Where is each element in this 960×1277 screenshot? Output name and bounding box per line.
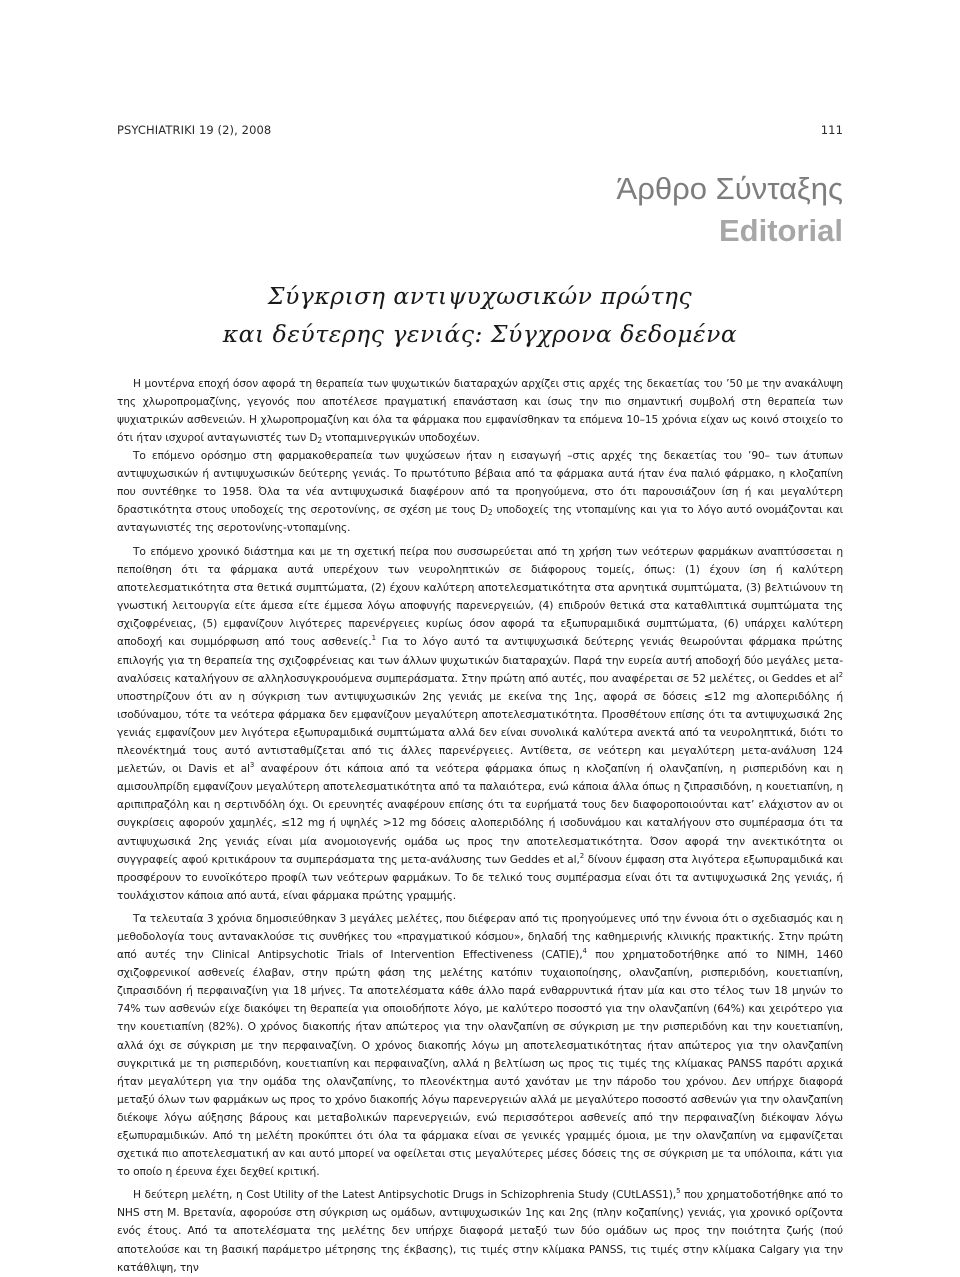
section-label (617, 168, 843, 252)
section-label-greek: Άρθρο Σύνταξης (616, 171, 843, 206)
reference-marker: 2 (838, 670, 843, 679)
body-paragraph-3 (117, 1186, 843, 1276)
article-title-line-1: Σύγκριση αντιψυχωσικών πρώτης (267, 282, 693, 310)
intro-p2-text: Το επόμενο ορόσημο στη φαρμακοθεραπεία των ψυχώσεων ήταν η εισαγωγή –στις αρχές της δεκαετίας του ’90– των άτυπων αντιψυχωσικών ή αντιψυχωσικών δεύτερης γενιάς. Το πρωτότυπο βέβαια από τα φάρμακα αυτά ήταν ένα παλιό φάρμακο, η κλοζαπίνη που συντέθηκε το 1958. Όλα τα νέα αντιψυχωσικά διαφέρουν από τα προηγούμενα, στο ότι παρουσιάζουν ίση ή και μεγαλύτερη δραστικότητα στους υποδοχείς της σεροτονίνης, σε σχέση με τους D (117, 450, 843, 516)
p1-text-b: Για το λόγο αυτό τα αντιψυχωσικά δεύτερης γενιάς θεωρούνται φάρμακα πρώτης επιλογής για τη θεραπεία της σχιζοφρένειας και των άλλων ψυχωτικών διαταραχών. Παρά την ευρεία αυτή αποδοχή δύο μεγάλες μετα-αναλύσεις καταλήγουν σε αλληλοσυγκρουόμενα συμπεράσματα. Στην πρώτη από αυτές, που αναφέρεται σε 52 μελέτες, οι Geddes et al (117, 635, 843, 685)
intro-p1-end: ντοπαμινεργικών υποδοχέων. (322, 432, 480, 444)
body-paragraph-2 (117, 910, 843, 1181)
reference-marker: 1 (371, 634, 376, 643)
main-text (117, 543, 843, 1277)
intro-p2-end: υποδοχείς της ντοπαμίνης και για το λόγο αυτό ονομάζονται και ανταγωνιστές της σεροτονίνης-ντοπαμίνης. (117, 504, 843, 534)
d2-subscript: 2 (487, 508, 493, 517)
p1-text-a: Το επόμενο χρονικό διάστημα και με τη σχετική πείρα που συσσωρεύεται από τη χρήση των νεότερων φαρμάκων αναπτύσσεται η πεποίθηση ότι τα φάρμακα αυτά υπερέχουν των νευροληπτικών σε διάφορους τομείς, όπως: (1) έχουν ίση ή καλύτερη αποτελεσματικότητα στα θετικά συμπτώματα, (2) έχουν καλύτερη αποτελεσματικότητα στα αρνητικά συμπτώματα, (3) βελτιώνουν τη γνωστική λειτουργία είτε άμεσα είτε έμμεσα λόγω αποφυγής παρενεργειών, (4) επιδρούν θετικά στα καταθλιπτικά συμπτώματα της σχιζοφρένειας, (5) εμφανίζουν λιγότερες παρενέργειες κυρίως όσον αφορά τα εξωπυραμιδικά συμπτώματα, (6) υπάρχει καλύτερη αποδοχή και συμμόρφωση από τους ασθενείς. (117, 545, 843, 649)
section-label-english: Editorial (718, 213, 843, 248)
journal-citation: PSYCHIATRIKI 19 (2), 2008 (117, 123, 272, 137)
p1-text-e: δίνουν έμφαση στα λιγότερα εξωπυραμιδικά και προσφέρουν το ευνοϊκότερο προφίλ των νεότερων φαρμάκων. Το δε τελικό τους συμπέρασμα είναι ότι τα αντιψυχωσικά 2ης γενιάς, ή τουλάχιστον κάποια από αυτά, είναι φάρμακα πρώτης γραμμής. (117, 852, 844, 902)
p1-text-d: αναφέρουν ότι κάποια από τα νεότερα φάρμακα όπως η κλοζαπίνη ή ολανζαπίνη, η ρισπεριδόνη και η αμισουλπρίδη εμφανίζουν μεγαλύτερη αποτελεσματικότητα από τα παλαιότερα, ενώ κάποια άλλα όπως η ζιπρασιδόνη, η κουετιαπίνη, η αριπιπραζόλη και η σερτινδόλη όχι. Οι ερευνητές αναφέρουν επίσης ότι τα ευρήματά τους δεν διαφοροποιούνται κατ’ ελάχιστον αν οι συγκρίσεις αφορούν χαμηλές, ≤12 mg ή υψηλές >12 mg δόσεις αλοπεριδόλης ή ισοδυνάμου και καταλήγουν στο συμπέρασμα ότι τα αντιψυχωσικά 2ης γενιάς είναι μία ανομοιογενής ομάδα ως προς την αποτελεσματικότητα. Όσον αφορά την ανεκτικότητα οι συγγραφείς αφού κριτικάρουν τα συμπεράσματα της μετα-ανάλυσης των Geddes et al, (117, 762, 843, 866)
p1-text-c: υποστηρίζουν ότι αν η σύγκριση των αντιψυχωσικών 2ης γενιάς με εκείνα της 1ης, αφορά σε δόσεις ≤12 mg αλοπεριδόλης ή ισοδύναμου, τότε τα νεότερα φάρμακα δεν εμφανίζουν μεγαλύτερη αποτελεσματικότητα. Προσθέτουν επίσης ότι τα αντιψυχωσικά 2ης γενιάς εμφανίζουν μεν λιγότερα εξωπυραμιδικά συμπτώματα αλλά δεν είναι συνολικά καλύτερα ανεκτά από τα νευροληπτικά, διότι το πλεονέκτημά τους αυτό αντισταθμίζεται από τις άλλες παρενέργειες. Αντίθετα, σε νεότερη και μεγαλύτερη μετα-ανάλυση 124 μελετών, οι Davis et al (117, 689, 843, 776)
running-header (117, 123, 843, 139)
article-title (117, 277, 843, 353)
d2-subscript: 2 (317, 436, 323, 445)
intro-paragraph-1 (117, 375, 843, 447)
intro-p1-text: Η μοντέρνα εποχή όσον αφορά τη θεραπεία των ψυχωτικών διαταραχών αρχίζει στις αρχές της δεκαετίας του ’50 με την ανακάλυψη της χλωροπρομαζίνης, γεγονός που αποτέλεσε πραγματική επανάσταση και ίσως την πιο σημαντική συμβολή στη θεραπεία των ψυχιατρικών ασθενειών. Η χλωροπρομαζίνη και όλα τα φάρμακα που εμφανίσθηκαν τα επόμενα 10–15 χρόνια είχαν ως κοινό στοιχείο το ότι ήταν ισχυροί ανταγωνιστές των D (117, 378, 843, 444)
body-paragraph-1 (117, 543, 843, 905)
p3-text-a: Η δεύτερη μελέτη, η Cost Utility of the Latest Antipsychotic Drugs in Schizophrenia Study (CUtLASS1), (133, 1188, 677, 1202)
reference-marker: 3 (249, 761, 255, 770)
intro-block (117, 375, 843, 537)
reference-marker: 2 (579, 851, 585, 860)
article-body (117, 375, 843, 1277)
reference-marker: 5 (676, 1187, 681, 1196)
p2-text-b: που χρηματοδοτήθηκε από το NIMH, 1460 σχιζοφρενικοί ασθενείς έλαβαν, στην πρώτη φάση της μελέτης κατόπιν τυχαιοποίησης, ολανζαπίνη, ρισπεριδόνη, κουετιαπίνη, ζιπρασιδόνη ή περφαιναζίνη για 18 μήνες. Τα αποτελέσματα κάθε άλλο παρά ενθαρρυντικά ήταν μία και στο τέλος των 18 μηνών το 74% των ασθενών είχε διακόψει τη θεραπεία για οποιοδήποτε λόγο, με καλύτερο ποσοστό για την ολανζαπίνη (64%) και χειρότερο για την κουετιαπίνη (82%). Ο χρόνος διακοπής ήταν απώτερος για την ολανζαπίνη σε σύγκριση με την ρισπεριδόνη και την κουετιαπίνη, αλλά όχι σε σύγκριση με την περφαιναζίνη. Ο χρόνος διακοπής λόγω μη αποτελεσματικότητας ήταν απώτερος για την ολανζαπίνη συγκριτικά με τη ρισπεριδόνη, κουετιαπίνη και περφαιναζίνη, αλλά η βελτίωση ως προς τις τιμές της κλίμακας PANSS παρότι αρχικά ήταν μεγαλύτερη για την ομάδα της ολανζαπίνης, το πλεονέκτημα αυτό χανόταν με την πάροδο του χρόνου. Δεν υπήρχε διαφορά μεταξύ όλων των φαρμάκων ως προς το χρόνο διακοπής λόγω παρενεργειών αλλά με μεγαλύτερο ποσοστό ασθενών για την ολανζαπίνη διέκοψε λόγω αύξησης βάρους και μεταβολικών παρενεργειών, ενώ περισσότεροι ασθενείς από την περφαιναζίνη διέκοψαν λόγω εξωπυραμιδικών. Από τη μελέτη προκύπτει ότι όλα τα φάρμακα είναι σε γενικές γραμμές όμοια, με την ολανζαπίνη να εμφανίζεται σχετικά πιο αποτελεσματική αν και αυτό μπορεί να οφείλεται στις μεγαλύτερες μέσες δόσεις της σε σύγκριση με τα υπόλοιπα, κάτι για το οποίο η έρευνα έχει δεχθεί κριτική. (117, 948, 843, 1179)
article-title-line-2: και δεύτερης γενιάς: Σύγχρονα δεδομένα (222, 320, 738, 348)
p2-text-a: Τα τελευταία 3 χρόνια δημοσιεύθηκαν 3 μεγάλες μελέτες, που διέφεραν από τις προηγούμενες υπό την έννοια ότι ο σχεδιασμός και η μεθοδολογία τους αντανακλούσε τις συνθήκες του «πραγματικού κόσμου», δηλαδή της καθημερινής κλινικής πρακτικής. Στην πρώτη από αυτές την Clinical Antipsychotic Trials of Intervention Effectiveness (CATIE), (117, 911, 843, 962)
intro-paragraph-2 (117, 447, 843, 537)
page-number: 111 (820, 123, 843, 137)
p3-text-b: που χρηματοδοτήθηκε από το NHS στη Μ. Βρετανία, αφορούσε στη σύγκριση ως ομάδων, αντιψυχωσικών 1ης και 2ης (πλην κοζαπίνης) γενιάς, για χρονικό ορίζοντα ενός έτους. Από τα αποτελέσματα της μελέτης δεν υπήρχε διαφορά μεταξύ των δύο ομάδων ως προς την ποιότητα ζωής (πού αποτελούσε και τη βασική παράμετρο μέτρησης της έκβασης), τις τιμές στην κλίμακα PANSS, τις τιμές στην κλίμακα Calgary για την κατάθλιψη, την (117, 1188, 843, 1274)
reference-marker: 4 (582, 947, 587, 956)
